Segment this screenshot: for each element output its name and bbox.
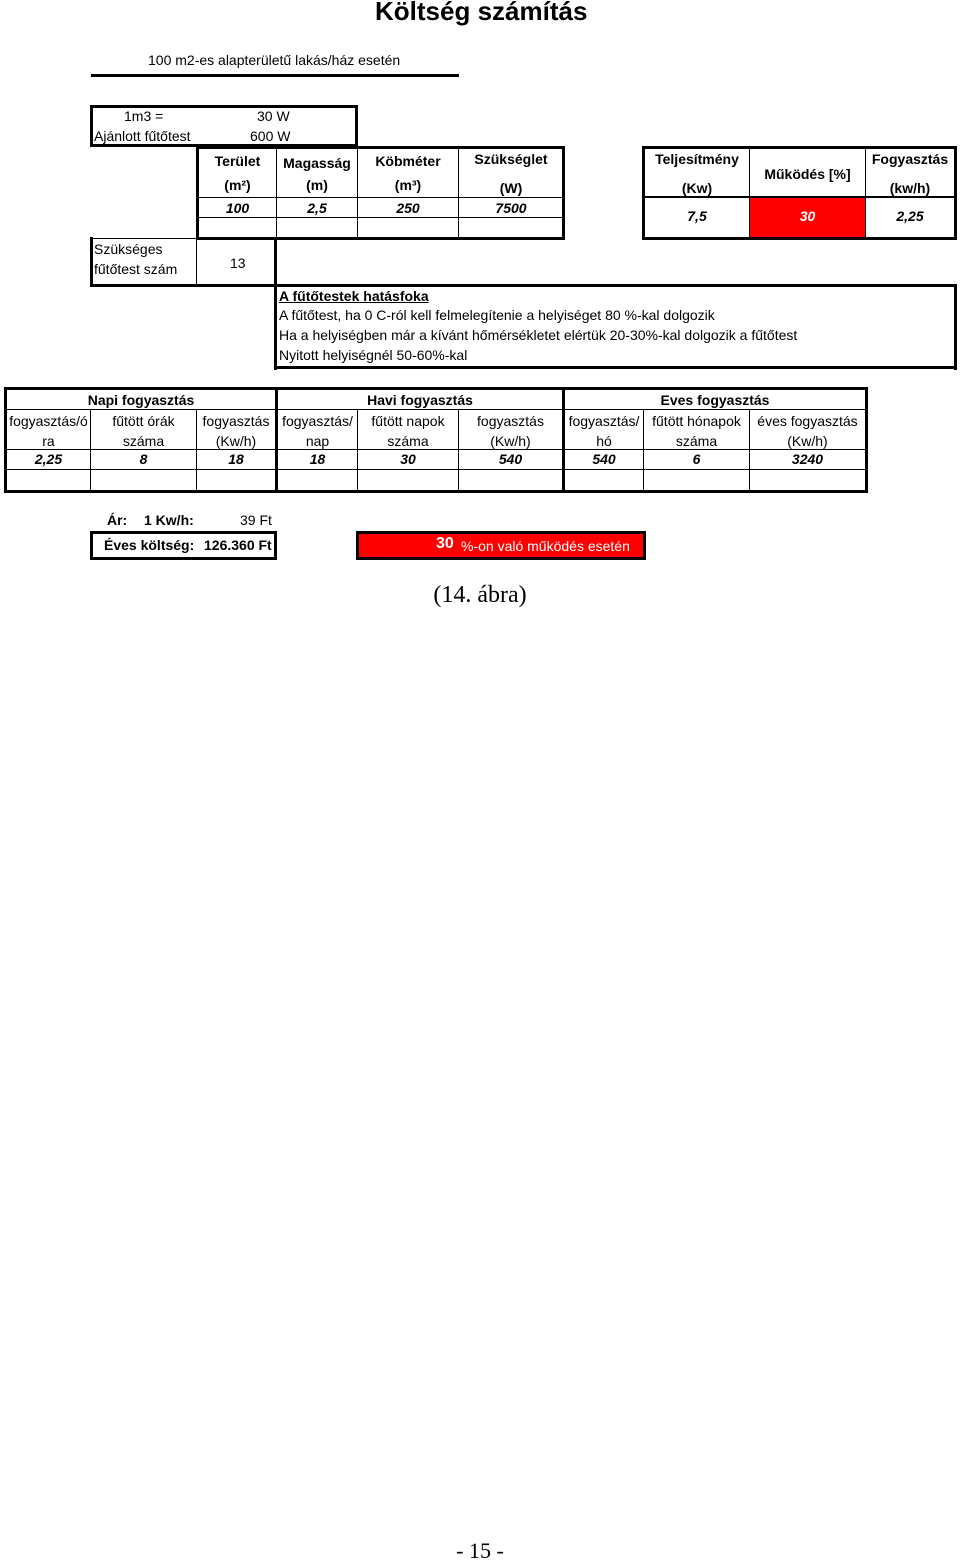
cons-value-1: 2,25	[34, 451, 63, 467]
dim-value-height: 2,5	[307, 200, 327, 216]
perf-header-consumption-unit: (kw/h)	[889, 180, 931, 196]
cons-value-8: 6	[692, 451, 701, 467]
needed-label-line2: fűtőtest szám	[94, 261, 178, 277]
ratio-row2-value: 600 W	[250, 128, 291, 144]
dim-header-volume: Köbméter	[375, 153, 441, 169]
cons-header-7: fogyasztás/	[568, 413, 640, 429]
perf-header-power: Teljesítmény	[655, 151, 739, 167]
ratio-row1-value: 30 W	[257, 108, 290, 124]
subtitle-underline	[91, 74, 459, 77]
page-title: Költség számítás	[375, 0, 588, 26]
cons-value-4: 18	[309, 451, 326, 467]
group-yearly: Eves fogyasztás	[660, 392, 770, 408]
cons-header-8-b: száma	[675, 433, 718, 449]
dim-header-need-unit: (W)	[499, 180, 523, 196]
cons-header-9-b: (Kw/h)	[787, 433, 828, 449]
cons-value-3: 18	[228, 451, 244, 467]
price-value: 39 Ft	[240, 512, 272, 528]
dim-header-height-unit: (m)	[306, 177, 328, 193]
operation-note-percent: 30	[436, 535, 454, 552]
figure-caption: (14. ábra)	[433, 582, 527, 608]
cons-header-2-b: száma	[122, 433, 165, 449]
cons-header-3-b: (Kw/h)	[215, 433, 257, 449]
cons-header-5-b: száma	[387, 433, 429, 449]
perf-value-operation: 30	[799, 208, 816, 224]
dim-value-area: 100	[225, 200, 250, 216]
price-label: Ár:	[107, 512, 128, 528]
dim-value-need: 7500	[495, 200, 527, 216]
cons-header-8: fűtött hónapok	[652, 413, 741, 429]
efficiency-line-2: Ha a helyiségben már a kívánt hőmérsékletet elértük 20-30%-kal dolgozik a fűtőtest	[279, 327, 798, 343]
perf-header-operation: Működés [%]	[764, 166, 851, 182]
efficiency-line-3: Nyitott helyiségnél 50-60%-kal	[279, 347, 468, 363]
cons-header-7-b: hó	[596, 433, 612, 449]
dim-header-area-unit: (m²)	[224, 177, 251, 193]
dim-header-area: Terület	[214, 153, 261, 169]
perf-header-power-unit: (Kw)	[681, 180, 713, 196]
perf-header-consumption: Fogyasztás	[871, 151, 949, 167]
cons-header-1-b: ra	[42, 433, 55, 449]
cons-header-9: éves fogyasztás	[757, 413, 858, 429]
subtitle: 100 m2-es alapterületű lakás/ház esetén	[148, 52, 401, 68]
cons-value-9: 3240	[791, 451, 824, 467]
cons-header-4: fogyasztás/	[282, 413, 353, 429]
operation-note-text: %-on való működés esetén	[461, 538, 630, 554]
cons-header-5: fűtött napok	[371, 413, 445, 429]
dim-header-height: Magasság	[283, 155, 351, 171]
cons-header-6: fogyasztás	[477, 413, 544, 429]
annual-cost-label: Éves költség:	[104, 537, 195, 553]
perf-value-power: 7,5	[687, 208, 707, 224]
dim-header-volume-unit: (m³)	[394, 177, 422, 193]
cons-header-3: fogyasztás	[202, 413, 270, 429]
cons-header-1: fogyasztás/ó	[9, 413, 88, 429]
cons-header-4-b: nap	[305, 433, 330, 449]
cons-value-6: 540	[498, 451, 523, 467]
efficiency-heading: A fűtőtestek hatásfoka	[279, 288, 429, 304]
dim-header-need: Szükséglet	[474, 151, 548, 167]
ratio-row2-label: Ajánlott fűtőtest	[94, 128, 191, 144]
cons-header-2: fűtött órák	[112, 413, 175, 429]
cons-value-2: 8	[139, 451, 148, 467]
dim-value-volume: 250	[396, 200, 420, 216]
ratio-row1-label: 1m3 =	[124, 108, 164, 124]
needed-value: 13	[230, 255, 246, 271]
price-unit: 1 Kw/h:	[144, 512, 194, 528]
perf-value-consumption: 2,25	[896, 208, 924, 224]
cons-value-7: 540	[592, 451, 616, 467]
page-number: - 15 -	[456, 1538, 504, 1563]
group-monthly: Havi fogyasztás	[367, 392, 473, 408]
cons-value-5: 30	[400, 451, 416, 467]
cons-header-6-b: (Kw/h)	[490, 433, 531, 449]
needed-label-line1: Szükséges	[94, 241, 163, 257]
annual-cost-value: 126.360 Ft	[204, 537, 272, 553]
group-daily: Napi fogyasztás	[87, 392, 195, 408]
efficiency-line-1: A fűtőtest, ha 0 C-ról kell felmelegítenie a helyiséget 80 %-kal dolgozik	[279, 307, 715, 323]
